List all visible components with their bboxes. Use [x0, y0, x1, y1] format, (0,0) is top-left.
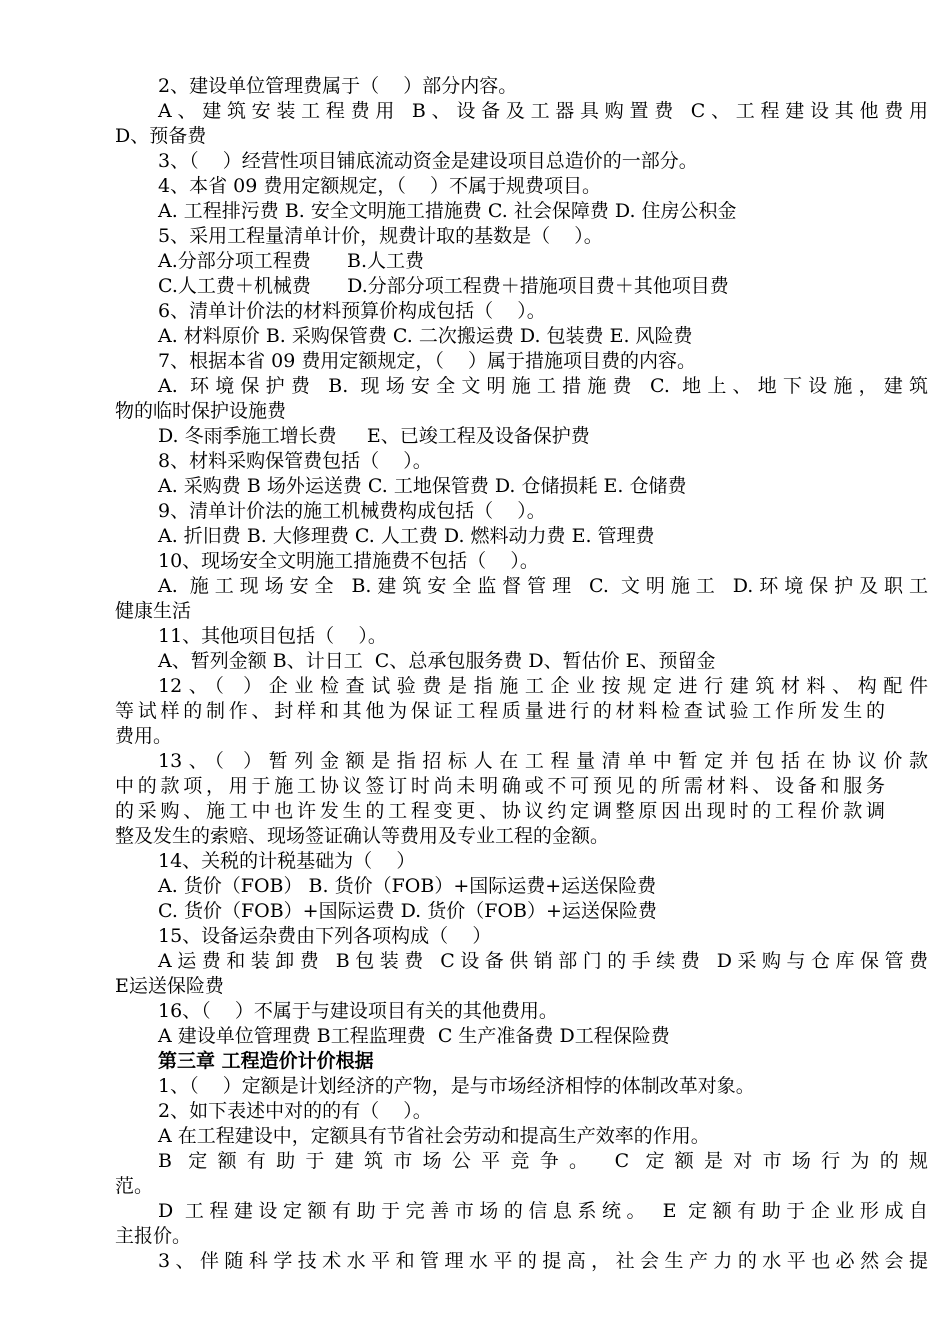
question-14: 14、关税的计税基础为（ ） — [158, 850, 416, 872]
question-16: 16、（ ）不属于与建设项目有关的其他费用。 — [158, 1000, 558, 1022]
question-13: 13、（ ）暂列金额是指招标人在工程量清单中暂定并包括在协议价款 — [158, 750, 928, 772]
question-13-cont-1: 中的款项，用于施工协议签订时尚未明确或不可预见的所需材料、设备和服务 — [115, 775, 885, 797]
question-7-options-d: D. 冬雨季施工增长费 E、已竣工程及设备保护费 — [158, 425, 590, 447]
question-10-options: A. 施工现场安全 B.建筑安全监督管理 C. 文明施工 D.环境保护及职工 — [158, 575, 928, 597]
question-7-options-cont: 物的临时保护设施费 — [115, 400, 287, 422]
question-13-end: 整及发生的索赔、现场签证确认等费用及专业工程的金额。 — [115, 825, 610, 847]
chapter-heading: 第三章 工程造价计价根据 — [158, 1050, 374, 1072]
question-5-options-a: A.分部分项工程费 B.人工费 — [158, 250, 425, 272]
question-7: 7、根据本省 09 费用定额规定，（ ）属于措施项目费的内容。 — [158, 350, 697, 372]
question-9-options: A. 折旧费 B. 大修理费 C. 人工费 D. 燃料动力费 E. 管理费 — [158, 525, 655, 547]
question-2-options: A、建筑安装工程费用 B、设备及工器具购置费 C、工程建设其他费用 — [158, 100, 928, 122]
question-5-options-c: C.人工费＋机械费 D.分部分项工程费＋措施项目费＋其他项目费 — [158, 275, 729, 297]
question-15-options: A运费和装卸费 B包装费 C设备供销部门的手续费 D采购与仓库保管费 — [158, 950, 928, 972]
ch3-question-1: 1、（ ）定额是计划经济的产物，是与市场经济相悖的体制改革对象。 — [158, 1075, 755, 1097]
question-14-options-c: C. 货价（FOB）+国际运费 D. 货价（FOB）+运送保险费 — [158, 900, 657, 922]
question-5: 5、采用工程量清单计价，规费计取的基数是（ ）。 — [158, 225, 603, 247]
ch3-question-2-option-a: A 在工程建设中，定额具有节省社会劳动和提高生产效率的作用。 — [158, 1125, 710, 1147]
question-11-options: A、暂列金额 B、计日工 C、总承包服务费 D、暂估价 E、预留金 — [158, 650, 716, 672]
question-10-options-cont: 健康生活 — [115, 600, 192, 622]
question-8-options: A. 采购费 B 场外运送费 C. 工地保管费 D. 仓储损耗 E. 仓储费 — [158, 475, 687, 497]
ch3-question-2-option-b: B 定额有助于建筑市场公平竞争。 C 定额是对市场行为的规 — [158, 1150, 928, 1172]
question-3: 3、（ ）经营性项目铺底流动资金是建设项目总造价的一部分。 — [158, 150, 698, 172]
question-15-options-cont: E运送保险费 — [115, 975, 224, 997]
question-7-options: A. 环境保护费 B. 现场安全文明施工措施费 C. 地上、地下设施，建筑 — [158, 375, 928, 397]
question-2-options-cont: D、预备费 — [115, 125, 207, 147]
question-8: 8、材料采购保管费包括（ ）。 — [158, 450, 432, 472]
ch3-question-2-option-d: D 工程建设定额有助于完善市场的信息系统。 E 定额有助于企业形成自 — [158, 1200, 928, 1222]
question-9: 9、清单计价法的施工机械费构成包括（ ）。 — [158, 500, 546, 522]
question-4-options: A. 工程排污费 B. 安全文明施工措施费 C. 社会保障费 D. 住房公积金 — [158, 200, 737, 222]
question-14-options-a: A. 货价（FOB） B. 货价（FOB）+国际运费+运送保险费 — [158, 875, 657, 897]
question-15: 15、设备运杂费由下列各项构成（ ） — [158, 925, 492, 947]
ch3-question-2-option-c-cont: 范。 — [115, 1175, 154, 1197]
ch3-question-2: 2、如下表述中对的的有（ ）。 — [158, 1100, 432, 1122]
question-16-options: A 建设单位管理费 B工程监理费 C 生产准备费 D工程保险费 — [158, 1025, 670, 1047]
question-12-end: 费用。 — [115, 725, 173, 747]
question-11: 11、其他项目包括（ ）。 — [158, 625, 387, 647]
question-10: 10、现场安全文明施工措施费不包括（ ）。 — [158, 550, 539, 572]
question-2: 2、建设单位管理费属于（ ）部分内容。 — [158, 75, 518, 97]
ch3-question-3: 3、伴随科学技术水平和管理水平的提高，社会生产力的水平也必然会提 — [158, 1250, 928, 1272]
question-12-cont: 等试样的制作、封样和其他为保证工程质量进行的材料检查试验工作所发生的 — [115, 700, 885, 722]
question-4: 4、本省 09 费用定额规定，（ ）不属于规费项目。 — [158, 175, 602, 197]
question-6-options: A. 材料原价 B. 采购保管费 C. 二次搬运费 D. 包装费 E. 风险费 — [158, 325, 693, 347]
ch3-question-2-option-e-cont: 主报价。 — [115, 1225, 192, 1247]
question-13-cont-2: 的采购、施工中也许发生的工程变更、协议约定调整原因出现时的工程价款调 — [115, 800, 885, 822]
question-12: 12、（ ）企业检查试验费是指施工企业按规定进行建筑材料、构配件 — [158, 675, 928, 697]
question-6: 6、清单计价法的材料预算价构成包括（ ）。 — [158, 300, 546, 322]
